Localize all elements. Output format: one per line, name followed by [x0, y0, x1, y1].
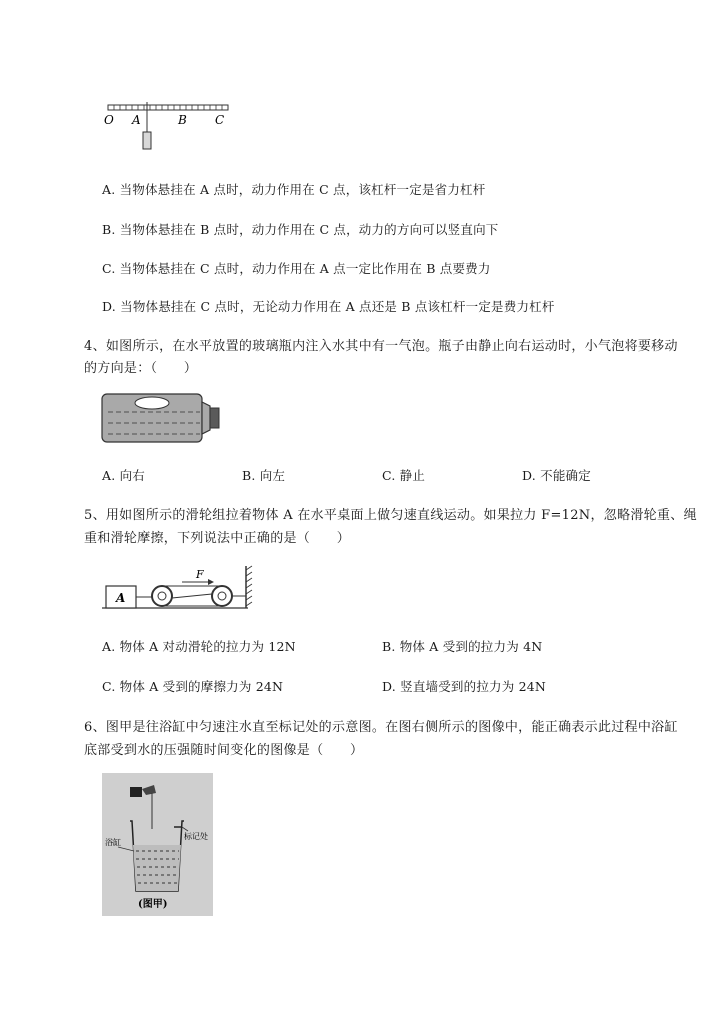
- lever-label-b: B: [178, 113, 187, 127]
- q4-option-c: C. 静止: [382, 468, 426, 483]
- bubble-icon: [135, 397, 169, 409]
- lever-figure: [98, 96, 238, 156]
- pulley-figure: [100, 562, 255, 612]
- block-label: A: [116, 591, 126, 605]
- q6-stem-line1: 6、图甲是往浴缸中匀速注水直至标记处的示意图。在图右侧所示的图像中，能正确表示此过程中浴缸: [84, 720, 678, 735]
- moving-pulley-icon: [152, 586, 172, 606]
- q3-option-c: C. 当物体悬挂在 C 点时，动力作用在 A 点一定比作用在 B 点要费力: [102, 261, 491, 276]
- q5-stem-line2: 重和滑轮摩擦，下列说法中正确的是（ ）: [84, 531, 351, 546]
- q4-stem-line1: 4、如图所示，在水平放置的玻璃瓶内注入水其中有一气泡。瓶子由静止向右运动时，小气泡将要移动: [84, 339, 678, 354]
- q4-option-d: D. 不能确定: [522, 468, 591, 483]
- q4-option-b: B. 向左: [242, 468, 286, 483]
- fixed-pulley-icon: [212, 586, 232, 606]
- q5-option-d: D. 竖直墙受到的拉力为 24N: [382, 679, 547, 694]
- tub-label: 浴缸: [105, 838, 121, 847]
- q3-option-b: B. 当物体悬挂在 B 点时，动力作用在 C 点，动力的方向可以竖直向下: [102, 222, 499, 237]
- force-label: F: [196, 568, 204, 581]
- q5-option-a: A. 物体 A 对动滑轮的拉力为 12N: [102, 639, 296, 654]
- q3-option-a: A. 当物体悬挂在 A 点时，动力作用在 C 点，该杠杆一定是省力杠杆: [102, 182, 486, 197]
- mark-label: 标记处: [184, 832, 208, 841]
- lever-label-a: A: [132, 113, 141, 127]
- bathtub-figure: [102, 773, 213, 916]
- q5-option-c: C. 物体 A 受到的摩擦力为 24N: [102, 679, 284, 694]
- lever-label-c: C: [215, 113, 225, 127]
- bottle-figure: [100, 390, 225, 445]
- lever-label-o: O: [104, 113, 114, 127]
- q5-option-b: B. 物体 A 受到的拉力为 4N: [382, 639, 543, 654]
- figure-caption: (图甲): [138, 899, 168, 910]
- q4-stem-line2: 的方向是：（ ）: [84, 361, 198, 376]
- q3-option-d: D. 当物体悬挂在 C 点时，无论动力作用在 A 点还是 B 点该杠杆一定是费力杠杆: [102, 299, 555, 314]
- q6-stem-line2: 底部受到水的压强随时间变化的图像是（ ）: [84, 743, 364, 758]
- q4-option-a: A. 向右: [102, 468, 145, 483]
- q5-stem-line1: 5、用如图所示的滑轮组拉着物体 A 在水平桌面上做匀速直线运动。如果拉力 F=12N，忽略滑轮重、绳: [84, 508, 697, 523]
